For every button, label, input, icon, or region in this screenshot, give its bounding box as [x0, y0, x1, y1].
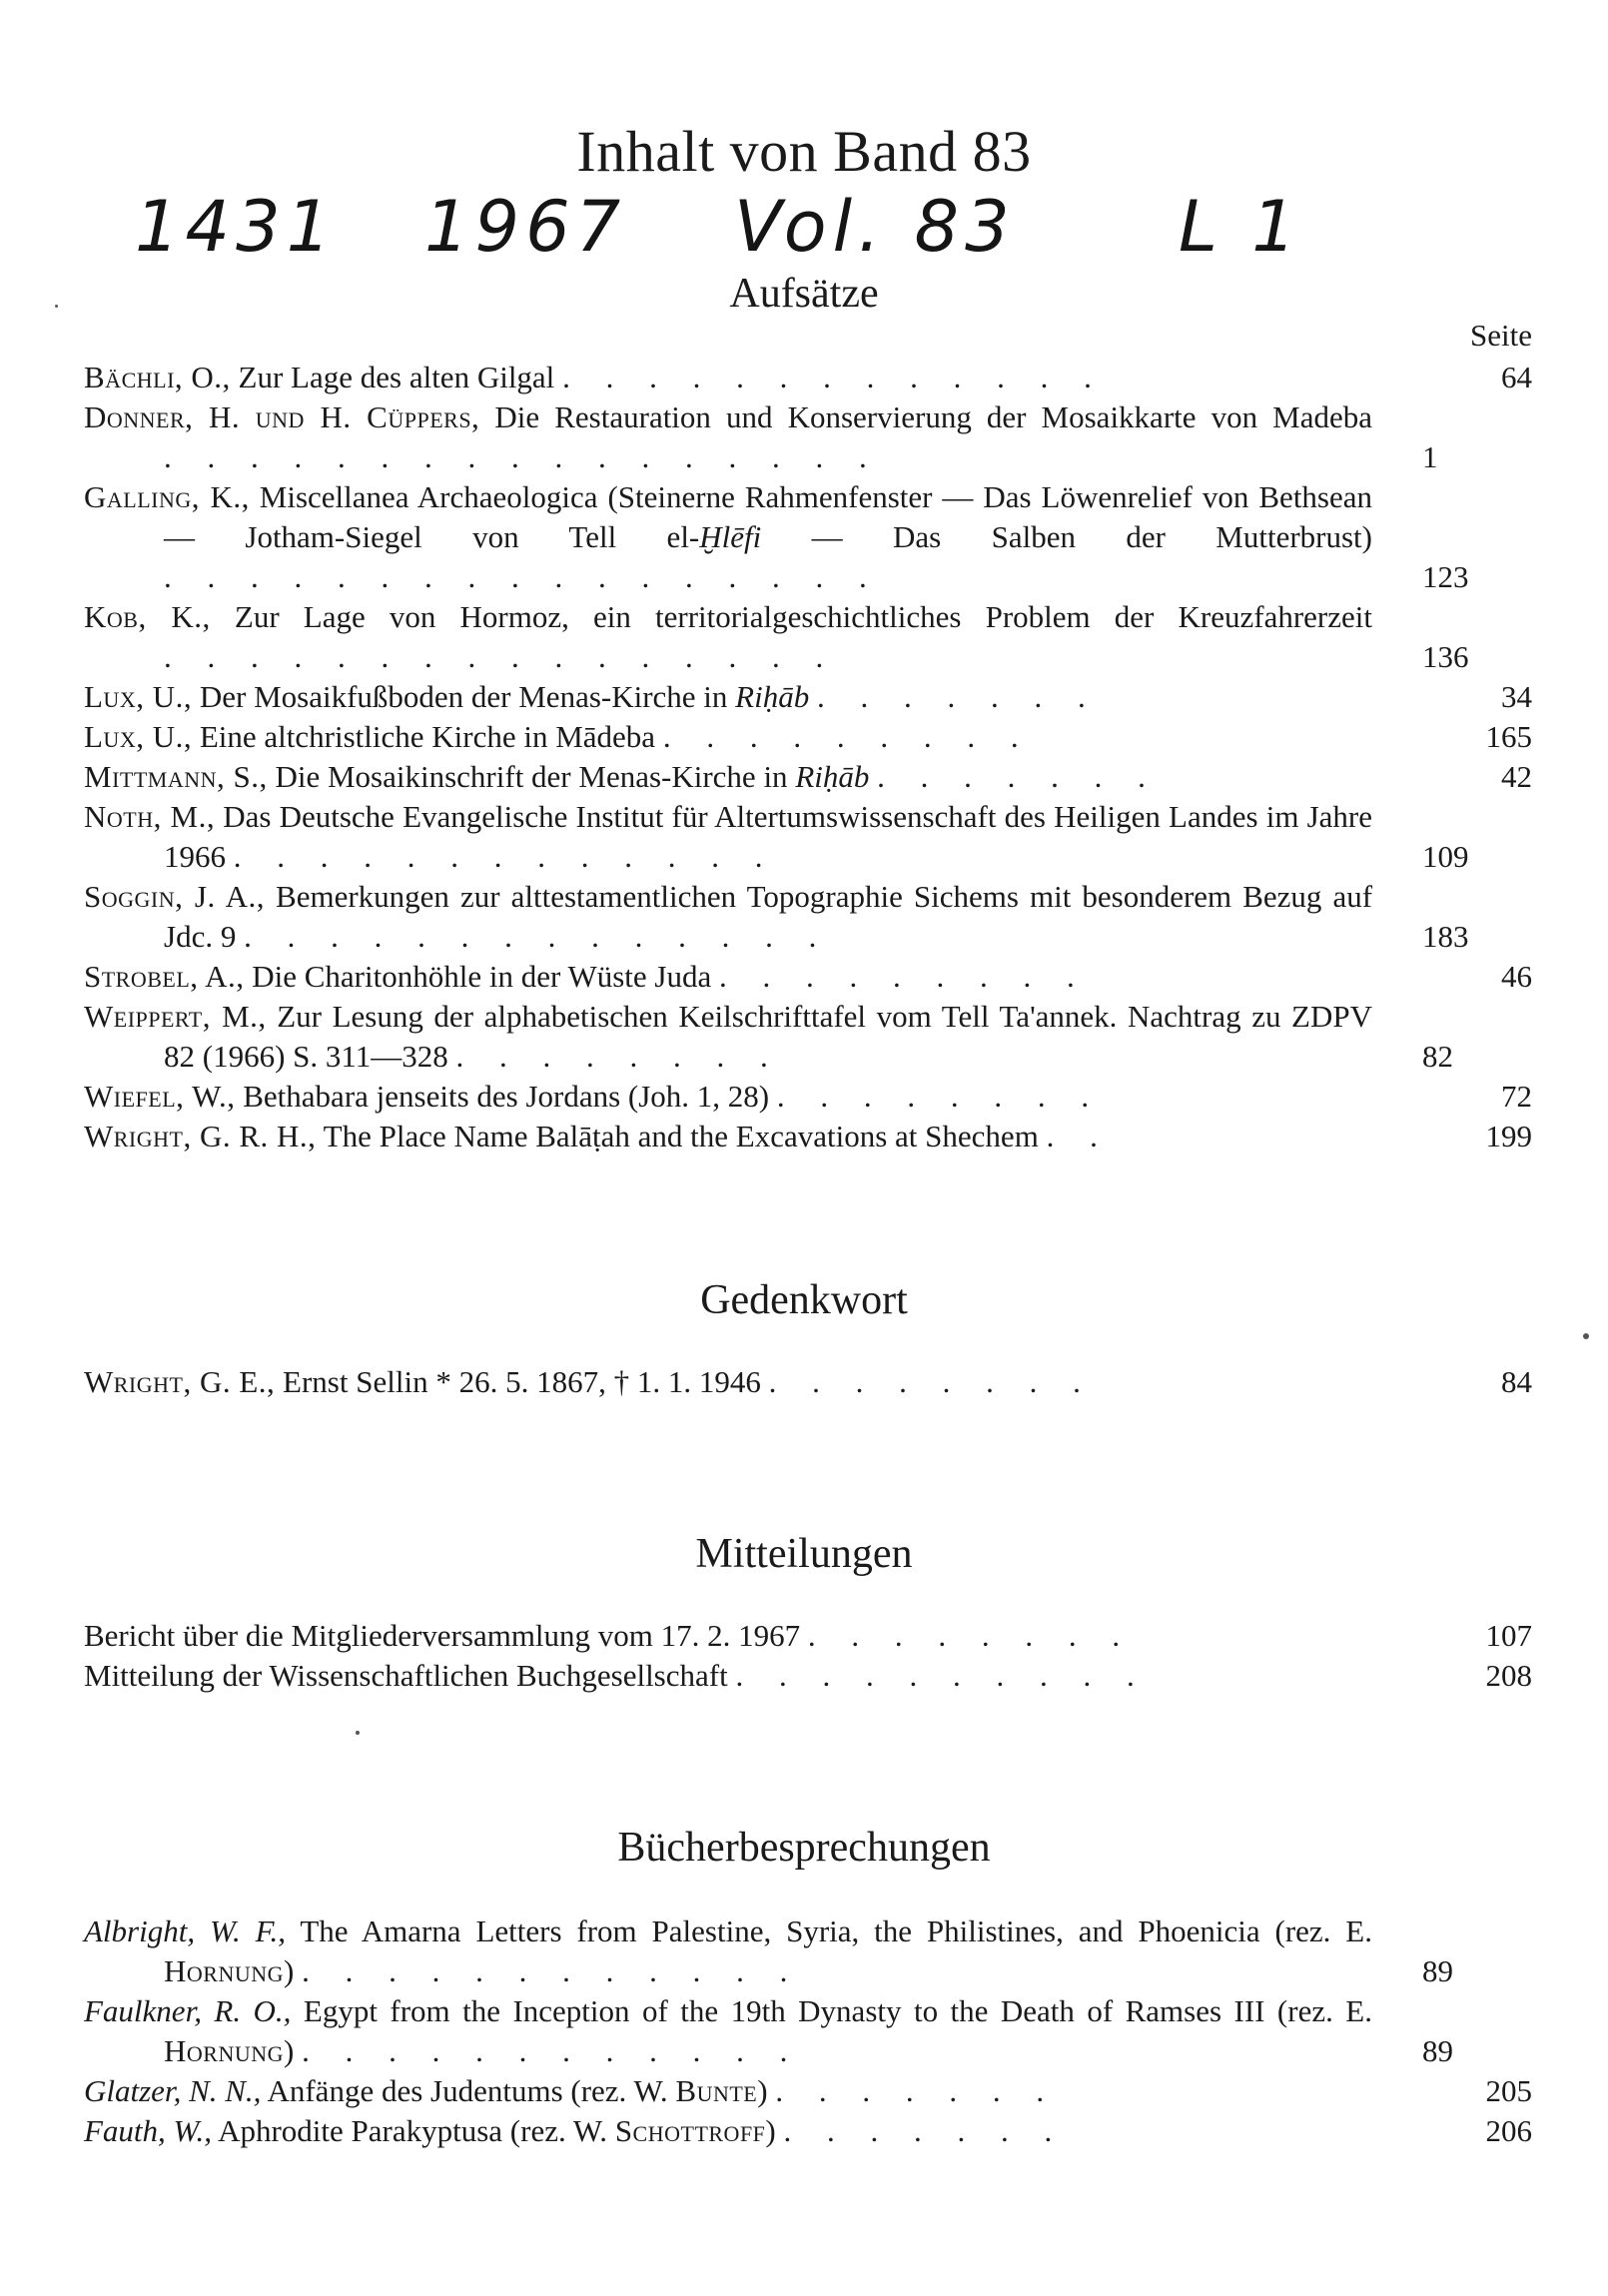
handwritten-shelf-mark: L 1 — [1179, 186, 1302, 268]
toc-entry: Albright, W. F., The Amarna Letters from Palestine, Syria, the Philistines, and Phoenicia (rez. E. Hornung) . . . . . . . . . . . . 89 — [84, 1912, 1532, 1991]
entry-author: Noth, M., — [84, 799, 216, 834]
toc-entry: Bächli, O., Zur Lage des alten Gilgal . . . . . . . . . . . . . 64 — [84, 358, 1532, 397]
entry-title: Aphrodite Parakyptusa (rez. W. — [218, 2113, 608, 2148]
entry-page: 107 — [1485, 1618, 1532, 1653]
entry-page: 136 — [1422, 639, 1469, 674]
entry-page: 34 — [1501, 679, 1532, 714]
toc-entry: Strobel, A., Die Charitonhöhle in der Wüste Juda . . . . . . . . . 46 — [84, 957, 1532, 997]
section-heading-mitteilungen: Mitteilungen — [695, 1531, 913, 1577]
entry-author: Wright, G. R. H., — [84, 1119, 317, 1153]
entry-title: Zur Lage von Hormoz, ein territorialgeschichtliches Problem der Kreuzfahrerzeit — [234, 599, 1372, 634]
entry-reviewer: Hornung — [164, 2033, 284, 2068]
entry-author: Glatzer, N. N., — [84, 2073, 262, 2108]
toc-entry: Lux, U., Eine altchristliche Kirche in Mādeba . . . . . . . . . 165 — [84, 717, 1532, 757]
toc-entry: Fauth, W., Aphrodite Parakyptusa (rez. W. Schottroff) . . . . . . . 206 — [84, 2111, 1532, 2151]
entry-page: 109 — [1422, 839, 1469, 874]
entry-title-part: Der Mosaikfußboden der Menas-Kirche in — [199, 679, 736, 714]
entry-title-part: Die Mosaikinschrift der Menas-Kirche in — [275, 759, 796, 794]
entry-author: Strobel, A., — [84, 959, 245, 994]
entry-reviewer: Hornung — [164, 1953, 284, 1988]
entry-author: Donner, H. und H. Cüppers, — [84, 399, 480, 434]
entry-title-part: Miscellanea Archaeologica (Steinerne Rahmenfenster — Das Löwenrelief von Bethsean — Jotham-Siegel von Tell el- — [164, 479, 1373, 554]
toc-entry: Wright, G. E., Ernst Sellin * 26. 5. 1867, † 1. 1. 1946 . . . . . . . . 84 — [84, 1362, 1532, 1402]
entry-page: 72 — [1501, 1079, 1532, 1114]
entry-author: Bächli, O., — [84, 360, 231, 394]
toc-entry: Weippert, M., Zur Lesung der alphabetischen Keilschrifttafel vom Tell Ta'annek. Nachtrag zu ZDPV 82 (1966) S. 311—328 . . . . . . . . 82 — [84, 997, 1532, 1077]
handwritten-year: 1967 — [424, 186, 627, 268]
toc-entry: Wright, G. R. H., The Place Name Balāṭah and the Excavations at Shechem . . 199 — [84, 1117, 1532, 1156]
seite-label: Seite — [1470, 318, 1532, 353]
scan-speck — [55, 305, 58, 308]
entry-title: Die Charitonhöhle in der Wüste Juda — [252, 959, 712, 994]
entry-author: Lux, U., — [84, 719, 193, 754]
gedenkwort-list — [84, 1362, 1532, 1402]
entry-title: Zur Lesung der alphabetischen Keilschrifttafel vom Tell Ta'annek. Nachtrag zu ZDPV 82 (1966) S. 311—328 — [164, 999, 1372, 1074]
entry-author: Fauth, W., — [84, 2113, 213, 2148]
entry-title: The Place Name Balāṭah and the Excavations at Shechem — [323, 1119, 1039, 1153]
entry-page: 89 — [1422, 2033, 1453, 2068]
entry-title: Das Deutsche Evangelische Institut für Altertumswissenschaft des Heiligen Landes im Jahre 1966 — [164, 799, 1372, 874]
entry-page: 165 — [1485, 719, 1532, 754]
entry-page: 183 — [1422, 919, 1469, 954]
entry-page: 123 — [1422, 559, 1469, 594]
entry-page: 82 — [1422, 1039, 1453, 1074]
entry-page: 89 — [1422, 1953, 1453, 1988]
entry-title: Egypt from the Inception of the 19th Dynasty to the Death of Ramses III (rez. E. — [303, 1993, 1372, 2028]
entry-reviewer: Schottroff — [614, 2113, 766, 2148]
entry-page: 205 — [1485, 2073, 1532, 2108]
mitteilungen-list — [84, 1616, 1532, 1696]
entry-title: Anfänge des Judentums (rez. W. — [267, 2073, 668, 2108]
entry-author: Wiefel, W., — [84, 1079, 236, 1114]
toc-entry: Soggin, J. A., Bemerkungen zur alttestamentlichen Topographie Sichems mit besonderem Bezug auf Jdc. 9 . . . . . . . . . . . . . . 183 — [84, 877, 1532, 957]
toc-entry: Faulkner, R. O., Egypt from the Inception of the 19th Dynasty to the Death of Ramses III (rez. E. Hornung) . . . . . . . . . . . . 89 — [84, 1991, 1532, 2071]
toc-entry: Galling, K., Miscellanea Archaeologica (Steinerne Rahmenfenster — Das Löwenrelief von Bethsean — Jotham-Siegel von Tell el-Ḫlēfi — Das Salben der Mutterbrust) . . . . . . . . . . . . . . . . . 123 — [84, 477, 1532, 597]
toc-entry: Kob, K., Zur Lage von Hormoz, ein territorialgeschichtliches Problem der Kreuzfahrerzeit . . . . . . . . . . . . . . . . 136 — [84, 597, 1532, 677]
entry-title: Bericht über die Mitgliederversammlung vom 17. 2. 1967 — [84, 1618, 801, 1653]
entry-page: 64 — [1501, 360, 1532, 394]
entry-title-part: — Das Salben der Mutterbrust) — [761, 519, 1372, 554]
section-heading-aufsaetze: Aufsätze — [729, 271, 879, 317]
entry-page: 46 — [1501, 959, 1532, 994]
handwritten-volume: Vol. 83 — [734, 186, 1016, 268]
scan-speck — [1583, 1333, 1589, 1339]
entry-title: Eine altchristliche Kirche in Mādeba — [199, 719, 656, 754]
section-heading-gedenkwort: Gedenkwort — [700, 1277, 908, 1323]
entry-reviewer: Bunte — [675, 2073, 758, 2108]
entry-title: Zur Lage des alten Gilgal — [238, 360, 555, 394]
entry-author: Mittmann, S., — [84, 759, 268, 794]
entry-title: Mitteilung der Wissenschaftlichen Buchgesellschaft — [84, 1658, 728, 1693]
toc-entry: Wiefel, W., Bethabara jenseits des Jordans (Joh. 1, 28) . . . . . . . . 72 — [84, 1077, 1532, 1117]
toc-entry: Donner, H. und H. Cüppers, Die Restauration und Konservierung der Mosaikkarte von Madeba . . . . . . . . . . . . . . . . . 1 — [84, 397, 1532, 477]
entry-title-italic: Ḫlēfi — [699, 519, 762, 554]
entry-title-italic: Riḥāb — [735, 679, 810, 714]
entry-title: Die Restauration und Konservierung der Mosaikkarte von Madeba — [494, 399, 1373, 434]
entry-title-italic: Riḥāb — [795, 759, 870, 794]
entry-title: Bemerkungen zur alttestamentlichen Topographie Sichems mit besonderem Bezug auf Jdc. 9 — [164, 879, 1373, 954]
toc-entry: Lux, U., Der Mosaikfußboden der Menas-Kirche in Riḥāb . . . . . . . 34 — [84, 677, 1532, 717]
entry-page: 199 — [1485, 1119, 1532, 1153]
toc-entry: Bericht über die Mitgliederversammlung vom 17. 2. 1967 . . . . . . . . 107 — [84, 1616, 1532, 1656]
scan-speck — [356, 1731, 360, 1735]
handwritten-number: 1431 — [135, 186, 338, 268]
entry-page: 1 — [1422, 439, 1438, 474]
entry-page: 84 — [1501, 1364, 1532, 1399]
entry-page: 208 — [1485, 1658, 1532, 1693]
entry-author: Kob, K., — [84, 599, 211, 634]
entry-page: 206 — [1485, 2113, 1532, 2148]
entry-title: Bethabara jenseits des Jordans (Joh. 1, 28) — [243, 1079, 770, 1114]
entry-author: Soggin, J. A., — [84, 879, 265, 914]
buecherbesprechungen-list — [84, 1912, 1532, 2151]
entry-author: Galling, K., — [84, 479, 250, 514]
toc-entry: Mitteilung der Wissenschaftlichen Buchgesellschaft . . . . . . . . . . 208 — [84, 1656, 1532, 1696]
entry-author: Lux, U., — [84, 679, 193, 714]
toc-entry: Glatzer, N. N., Anfänge des Judentums (rez. W. Bunte) . . . . . . . 205 — [84, 2071, 1532, 2111]
entry-author: Wright, G. E., — [84, 1364, 276, 1399]
toc-entry: Noth, M., Das Deutsche Evangelische Institut für Altertumswissenschaft des Heiligen Landes im Jahre 1966 . . . . . . . . . . . . . 109 — [84, 797, 1532, 877]
page-title: Inhalt von Band 83 — [576, 119, 1032, 184]
section-heading-buecherbesprechungen: Bücherbesprechungen — [617, 1825, 991, 1871]
entry-author: Albright, W. F., — [84, 1913, 287, 1948]
toc-entry: Mittmann, S., Die Mosaikinschrift der Menas-Kirche in Riḥāb . . . . . . . 42 — [84, 757, 1532, 797]
entry-author: Weippert, M., — [84, 999, 267, 1034]
entry-title: Ernst Sellin * 26. 5. 1867, † 1. 1. 1946 — [283, 1364, 761, 1399]
entry-author: Faulkner, R. O., — [84, 1993, 292, 2028]
entry-title: The Amarna Letters from Palestine, Syria, the Philistines, and Phoenicia (rez. E. — [300, 1913, 1372, 1948]
aufsaetze-list — [84, 318, 1532, 1156]
entry-page: 42 — [1501, 759, 1532, 794]
